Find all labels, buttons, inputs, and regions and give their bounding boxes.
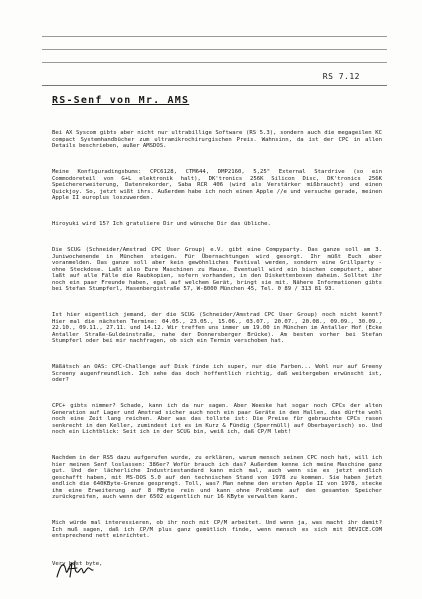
rule-line xyxy=(42,49,387,50)
paragraph: Nachdem in der RS5 dazu aufgerufen wurde, zu erklären, warum mensch seinen CPC noch hat, will ich hier meinen Senf loslassen: 386er? Wofür brauch ich das? Außerdem kenne ich meine Maschine ganz gut. Und der lächerliche Industriestandard kann mich mal, auch wenn sie es jetzt endlich geschafft haben, mit MS-DOS 5.0 auf den technischen Stand von 1978 zu kommen. Sie haben jetzt endlich die 640KByte-Grenze gesprengt. Toll, was? Man nehme den ersten Apple II von 1978, stecke ihm eine Erweiterung auf 8 MByte rein und kann ohne Probleme auf den gesamten Speicher zurückgreifen, auch wenn der 6502 eigentlich nur 16 KByte verwalten kann. xyxy=(52,455,386,500)
article-title: RS-Senf von Mr. AMS xyxy=(52,95,190,106)
paragraph: CPC+ gibts nimmer? Schade, kann ich da nur sagen. Aber Weeske hat sogar noch CPCs der alten Generation auf Lager und Amstrad sicher auch noch ein paar Geräte in den Hallen, das dürfte wohl noch eine Zeit lang reichen. Aber was das tollste ist: Die Preise für gebrauchte CPCs rasen senkrecht in den Keller, zumindest ist es im Kurz & Fündig (Sperrmüll) auf Oberbayerisch) so. Und noch ein Lichtblick: Seit ich in der SCUG bin, weiß ich, daß CP/M lebt! xyxy=(52,403,386,435)
paragraph: Ist hier eigentlich jemand, der die SCUG (Schneider/Amstrad CPC User Group) noch nicht kennt? Hier mal die nächsten Termine: 04.05., 23.05., 15.06., 03.07., 20.07., 20.08., 09.09., 30.09., 22.10., 09.11., 27.11. und 14.12. Wir treffen uns immer um 19.00 in München im Antaller Hof (Ecke Antaller Straße-Guldeinstraße, nahe der Donnersberger Brücke). Am besten vorher bei Stefan Stumpferl oder bei mir nachfragen, ob sich ein Termin verschoben hat. xyxy=(52,312,386,344)
paragraph: Mäßätsch an OAS: CPC-Challenge auf Disk finde ich super, nur die Farben... Wohl nur auf Greeny Screeny augenfreundlich. Ich sehe das doch hoffentlich richtig, daß weitergeben erwünscht ist, oder? xyxy=(52,364,386,383)
paragraph: Bei AX Syscom gibts aber nicht nur ultrabillige Software (RS 5.3), sondern auch die megageilen KC compact Systemhandbücher zum ultramikrochirurgischen Preis. Wahnsinn, da ist der CPC in allen Details beschrieben, außer AMSDOS. xyxy=(52,130,386,149)
header-divider xyxy=(42,85,387,86)
page-number: RS 7.12 xyxy=(322,72,360,81)
article-body xyxy=(52,117,386,587)
closing-greeting: Very best byte, xyxy=(52,561,103,567)
paragraph: Mich würde mal interessieren, ob ihr noch mit CP/M arbeitet. Und wenn ja, was macht ihr damit? Ich muß sagen, daß ich CP/M plus ganz gemütlich finde, wenn mensch es sich mit DEVICE.COM entsprechend nett einrichtet. xyxy=(52,520,386,539)
paragraph: Hiroyuki wird 15? Ich gratuliere Dir und wünsche Dir das übliche. xyxy=(52,221,271,227)
letterhead-rules xyxy=(42,36,387,75)
handwritten-signature xyxy=(55,557,95,581)
paragraph: Meine Konfiguradingsbums: CPC6128, CTM644, DMP2160, 5,25" External Stardrive (so ein Commodoreteil von G+L elektronik halt), DK'tronics 256K Silicon Disc, DK'tronics 256K Speichererweiterung, Datenrekorder, Saba RCR 406 (wird als Verstärker mißbraucht) und einen Quickjoy. So, jetzt wißt ihrs. Außerdem habe ich noch einen Apple //e und versuche gerade, meinen Apple II europlus loszuwerden. xyxy=(52,169,386,201)
rule-line xyxy=(42,36,387,37)
rule-line xyxy=(42,62,387,63)
paragraph: Die SCUG (Schneider/Amstrad CPC User Group) e.V. gibt eine Compyparty. Das ganze soll am 3. Juniwochenende in München steigen. Für Übernachtungen wird gesorgt. Ihr müßt Euch aber voranmelden. Das ganze soll aber kein gewöhnliches Festival werden, sondern eine Grillparty - ohne Steckdose. Laßt also Eure Maschinen zu Hause. Eventuell wird ein bischen computert, aber laßt auf alle Fälle die Raubkopien, sofern vorhanden, in den Diskettenboxen daheim. Solltet ihr noch ein paar Freunde haben, egal auf welchem Gerät, bringt sie mit. Nähere Informationen gibts bei Stefan Stumpferl, Hasenbergistraße 57, W-8000 München 45, Tel. 0 89 / 313 81 93. xyxy=(52,247,386,292)
